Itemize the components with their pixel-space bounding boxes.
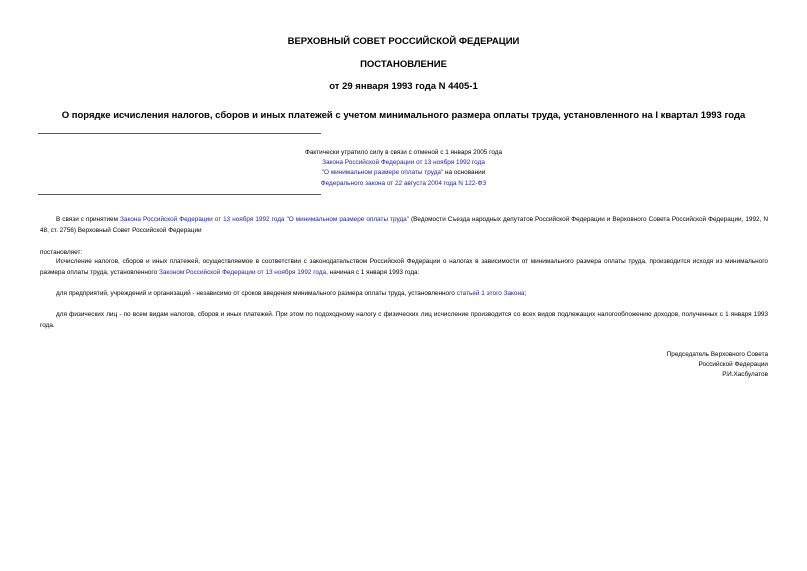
signatory-position: Председатель Верховного Совета — [666, 351, 768, 358]
paragraph-individuals: для физических лиц - по всем видам налогов, сборов и иных платежей. При этом по подоходному налогу с физических лиц исчисление производится со всех видов подлежащих налогообложению доходов, полученных с 1 января 1993 года. — [40, 311, 768, 329]
note-law-title-link[interactable]: "О минимальном размере оплаты труда" — [321, 169, 444, 177]
status-note — [230, 148, 577, 189]
document-type: ПОСТАНОВЛЕНИЕ — [360, 59, 447, 70]
signature-block — [667, 350, 768, 381]
document-title: О порядке исчисления налогов, сборов и иных платежей с учетом минимального размера оплаты труда, установленного на I квартал 1993 года — [61, 110, 746, 121]
preamble-source-text: (Ведомости Съезда народных депутатов Российской Федерации и Верховного Совета Российской Федерации, 1992, N 48, ст. 2756) Верховный Совет Российской Федерации — [40, 216, 769, 234]
article-link[interactable]: статьей 1 этого Закона — [456, 290, 525, 297]
divider-top — [38, 133, 321, 134]
signatory-country: Российской Федерации — [698, 361, 768, 369]
organizations-suffix: ; — [524, 290, 527, 297]
paragraph-main-rule — [40, 257, 768, 278]
note-law-link[interactable]: Закона Российской Федерации от 13 ноября 1992 года — [322, 159, 485, 167]
law-reference-link[interactable]: Законом Российской Федерации от 13 ноября 1992 года — [158, 268, 327, 276]
main-rule-suffix: , начиная с 1 января 1993 года: — [326, 268, 420, 276]
paragraph-preamble — [40, 215, 768, 236]
law-link[interactable]: Закона Российской Федерации от 13 ноября 1992 года "О минимальном размере оплаты труда" — [120, 216, 410, 223]
main-rule-text: Исчисление налогов, сборов и иных платежей, осуществляемое в соответствии с законодательством Российской Федерации о налогах в зависимости от минимального размера оплаты труда, производится исходя из минимального размера оплаты труда, установленного — [40, 258, 768, 276]
note-federal-law-link[interactable]: Федерального закона от 22 августа 2004 года N 122-ФЗ — [320, 179, 487, 187]
paragraph-organizations — [40, 289, 768, 300]
preamble-text: В связи с принятием — [56, 216, 121, 223]
issuing-body: ВЕРХОВНЫЙ СОВЕТ РОССИЙСКОЙ ФЕДЕРАЦИИ — [287, 36, 520, 47]
status-note-line: Фактически утратило силу в связи с отменой с 1 января 2005 года — [304, 149, 503, 156]
document-date-number: от 29 января 1993 года N 4405-1 — [329, 81, 478, 92]
organizations-text: для предприятий, учреждений и организаций - независимо от сроков введения минимального размера оплаты труда, установленного — [56, 290, 457, 297]
signatory-name: Р.И.Хасбулатов — [722, 371, 768, 379]
divider-bottom — [38, 194, 321, 195]
paragraph-resolves: постановляет: — [40, 249, 83, 256]
note-basis-text: на основании — [443, 169, 486, 177]
